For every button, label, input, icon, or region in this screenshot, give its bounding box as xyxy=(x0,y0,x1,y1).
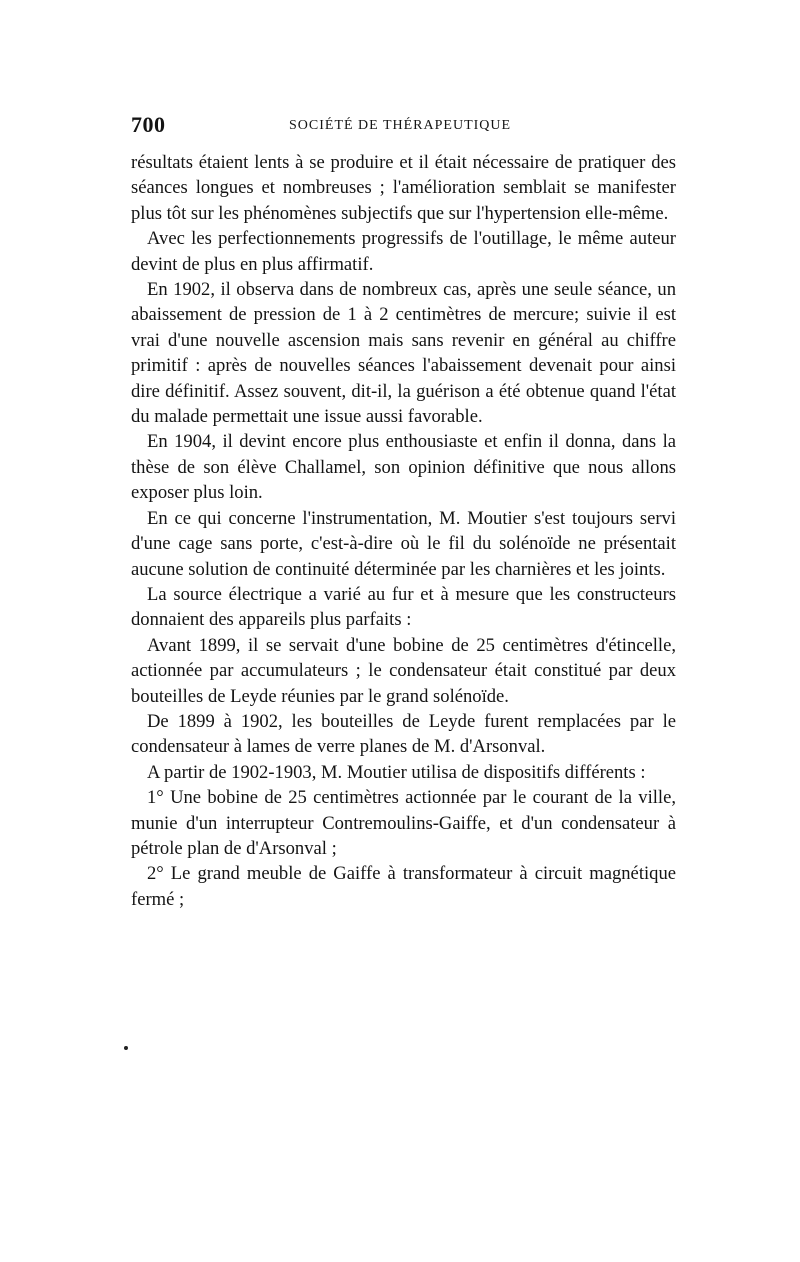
ink-speck xyxy=(124,1046,128,1050)
paragraph-5: En ce qui concerne l'instrumentation, M. Moutier s'est toujours servi d'une cage sans porte, c'est-à-dire où le fil du solénoïde ne présentait aucune solution de continuité déterminée par les charnières et les joints. xyxy=(131,507,676,580)
paragraph-4: En 1904, il devint encore plus enthousiaste et enfin il donna, dans la thèse de son élève Challamel, son opinion définitive que nous allons exposer plus loin. xyxy=(131,431,676,504)
paragraph-6: La source électrique a varié au fur et à mesure que les constructeurs donnaient des appareils plus parfaits : xyxy=(131,583,676,631)
page-header xyxy=(131,112,676,142)
paragraph-8: De 1899 à 1902, les bouteilles de Leyde furent remplacées par le condensateur à lames de verre planes de M. d'Arsonval. xyxy=(131,710,676,758)
body-text xyxy=(131,150,676,912)
paragraph-2: Avec les perfectionnements progressifs de l'outillage, le même auteur devint de plus en plus affirmatif. xyxy=(131,228,676,275)
paragraph-10: 1° Une bobine de 25 centimètres actionnée par le courant de la ville, munie d'un interrupteur Contremoulins-Gaiffe, et d'un condensateur à pétrole plan de d'Arsonval ; xyxy=(131,787,676,859)
paragraph-7: Avant 1899, il se servait d'une bobine de 25 centimètres d'étincelle, actionnée par accumulateurs ; le condensateur était constitué par deux bouteilles de Leyde réunies par le grand solénoïde. xyxy=(131,634,676,707)
paragraph-9: A partir de 1902-1903, M. Moutier utilisa de dispositifs différents : xyxy=(147,761,646,783)
paragraph-11: 2° Le grand meuble de Gaiffe à transformateur à circuit magnétique fermé ; xyxy=(131,863,676,910)
paragraph-3: En 1902, il observa dans de nombreux cas, après une seule séance, un abaissement de pression de 1 à 2 centimètres de mercure; suivie il est vrai d'une nouvelle ascension mais sans revenir en général au chiffre primitif : après de nouvelles séances l'abaissement devenait pour ainsi dire définitif. Assez souvent, dit-il, la guérison a été obtenue quand l'état du malade permettait une issue aussi favorable. xyxy=(131,279,676,428)
page-number: 700 xyxy=(131,112,166,137)
paragraph-1: résultats étaient lents à se produire et il était nécessaire de pratiquer des séances longues et nombreuses ; l'amélioration semblait se manifester plus tôt sur les phénomènes subjectifs que sur l'hypertension elle-même. xyxy=(131,152,676,224)
running-head: SOCIÉTÉ DE THÉRAPEUTIQUE xyxy=(289,118,512,133)
